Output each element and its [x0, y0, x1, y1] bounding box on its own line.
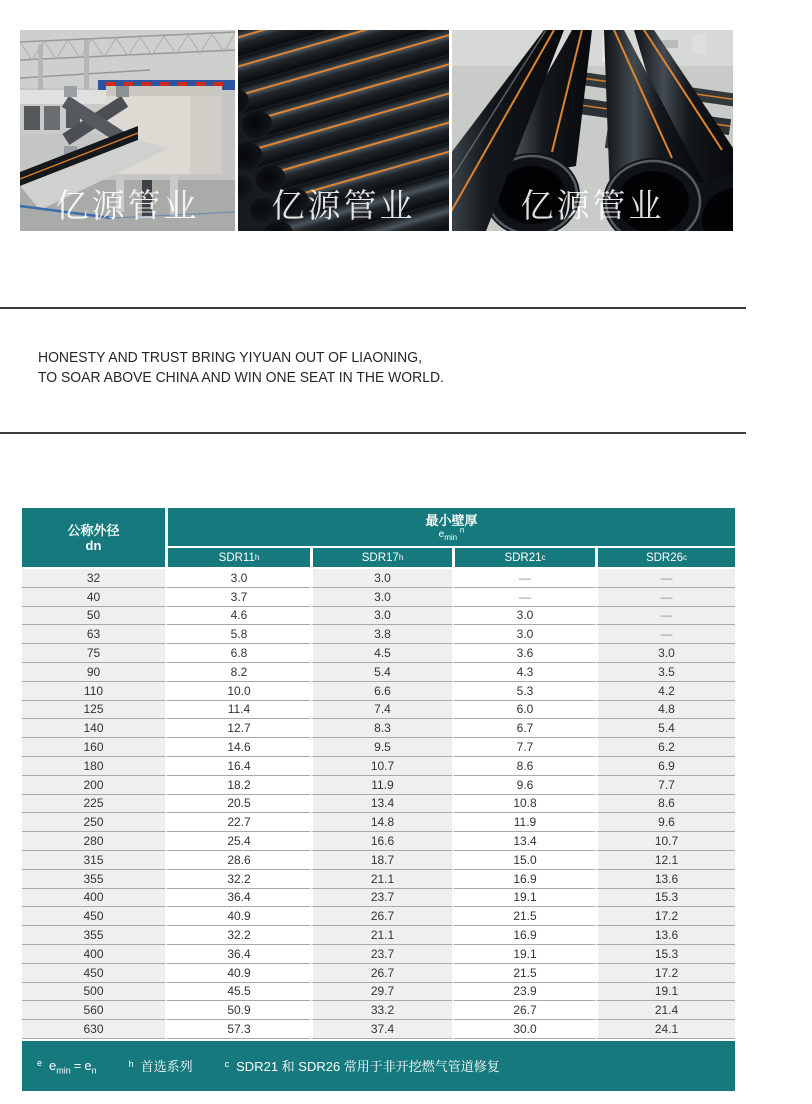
- table-row: [22, 964, 735, 983]
- wall-thickness-cell: 20.5: [165, 795, 310, 814]
- wall-thickness-cell: 16.6: [310, 832, 452, 851]
- wall-thickness-cell: 21.5: [452, 907, 595, 926]
- wall-thickness-cell: 26.7: [310, 907, 452, 926]
- wall-thickness-cell: 6.8: [165, 644, 310, 663]
- table-row: [22, 607, 735, 626]
- wall-thickness-cell: 36.4: [165, 889, 310, 908]
- wall-thickness-cell: 5.4: [595, 719, 735, 738]
- wall-thickness-cell: 6.6: [310, 682, 452, 701]
- stacked-pipes-illustration: [238, 30, 449, 231]
- wall-thickness-cell: 5.8: [165, 625, 310, 644]
- wall-thickness-cell: 9.6: [595, 813, 735, 832]
- wall-thickness-cell: 15.3: [595, 889, 735, 908]
- wall-thickness-cell: 11.9: [310, 776, 452, 795]
- pipes-yard-photo: [452, 30, 733, 231]
- table-row: [22, 569, 735, 588]
- wall-thickness-cell: 8.6: [452, 757, 595, 776]
- wall-thickness-cell: 16.9: [452, 926, 595, 945]
- wall-thickness-cell: 26.7: [310, 964, 452, 983]
- wall-thickness-cell: 8.6: [595, 795, 735, 814]
- dn-cell: 200: [22, 776, 165, 795]
- wall-thickness-cell: 4.6: [165, 607, 310, 626]
- table-row: [22, 983, 735, 1002]
- dn-cell: 63: [22, 625, 165, 644]
- wall-thickness-cell: 16.9: [452, 870, 595, 889]
- table-row: [22, 889, 735, 908]
- wall-thickness-cell: 15.0: [452, 851, 595, 870]
- wall-thickness-cell: 3.0: [310, 607, 452, 626]
- wall-thickness-cell: 28.6: [165, 851, 310, 870]
- table-row: [22, 907, 735, 926]
- table-footnotes: [22, 1041, 735, 1091]
- wall-thickness-cell: 21.5: [452, 964, 595, 983]
- dn-cell: 315: [22, 851, 165, 870]
- dn-cell: 400: [22, 889, 165, 908]
- wall-thickness-cell: 19.1: [452, 945, 595, 964]
- wall-thickness-cell: 4.5: [310, 644, 452, 663]
- dn-cell: 250: [22, 813, 165, 832]
- wall-thickness-table: [22, 508, 735, 1091]
- dn-header-symbol: dn: [85, 537, 102, 553]
- dn-cell: 75: [22, 644, 165, 663]
- wall-thickness-cell: 3.5: [595, 663, 735, 682]
- table-row: [22, 625, 735, 644]
- wall-thickness-cell: 3.0: [310, 569, 452, 588]
- wall-thickness-cell: 17.2: [595, 907, 735, 926]
- wall-thickness-cell: 14.6: [165, 738, 310, 757]
- wall-thickness-cell: 26.7: [452, 1001, 595, 1020]
- wall-thickness-cell: 12.1: [595, 851, 735, 870]
- wall-thickness-cell: 3.0: [452, 625, 595, 644]
- wall-thickness-cell: 11.4: [165, 701, 310, 720]
- wall-thickness-cell: 22.7: [165, 813, 310, 832]
- watermark-text: 亿源管业: [271, 189, 416, 225]
- slogan-line-1: HONESTY AND TRUST BRING YIYUAN OUT OF LIAONING,: [38, 349, 422, 366]
- dn-cell: 32: [22, 569, 165, 588]
- dn-cell: 450: [22, 907, 165, 926]
- table-row: [22, 776, 735, 795]
- wall-thickness-cell: 50.9: [165, 1001, 310, 1020]
- wall-thickness-cell: 3.7: [165, 588, 310, 607]
- table-row: [22, 738, 735, 757]
- wall-thickness-cell: 25.4: [165, 832, 310, 851]
- dn-cell: 280: [22, 832, 165, 851]
- wall-thickness-cell: 9.6: [452, 776, 595, 795]
- wall-thickness-cell: 9.5: [310, 738, 452, 757]
- wall-thickness-cell: 21.4: [595, 1001, 735, 1020]
- factory-workshop-photo: [20, 30, 235, 231]
- wall-thickness-cell: 18.2: [165, 776, 310, 795]
- wall-thickness-cell: 32.2: [165, 926, 310, 945]
- wall-thickness-cell: 32.2: [165, 870, 310, 889]
- footnote-preferred-series: h 首选系列: [128, 1059, 193, 1075]
- wall-thickness-cell: 36.4: [165, 945, 310, 964]
- wall-thickness-cell: 10.8: [452, 795, 595, 814]
- wall-thickness-cell: 13.6: [595, 926, 735, 945]
- wall-thickness-cell: 30.0: [452, 1020, 595, 1039]
- table-row: [22, 945, 735, 964]
- table-row: [22, 644, 735, 663]
- table-body: [22, 569, 735, 1039]
- wall-thickness-cell: 3.8: [310, 625, 452, 644]
- wall-thickness-cell: 40.9: [165, 907, 310, 926]
- wall-thickness-cell: 21.1: [310, 870, 452, 889]
- wall-thickness-cell: 40.9: [165, 964, 310, 983]
- dn-cell: 90: [22, 663, 165, 682]
- photo-strip: [20, 30, 733, 231]
- table-row: [22, 870, 735, 889]
- table-header: [22, 508, 735, 567]
- wall-thickness-cell: 5.4: [310, 663, 452, 682]
- table-row: [22, 795, 735, 814]
- table-row: [22, 813, 735, 832]
- slogan-line-2: TO SOAR ABOVE CHINA AND WIN ONE SEAT IN THE WORLD.: [38, 368, 444, 386]
- wall-thickness-cell: 7.4: [310, 701, 452, 720]
- wall-thickness-cell: 3.0: [452, 607, 595, 626]
- wall-thickness-cell: 3.0: [165, 569, 310, 588]
- wall-thickness-cell: 23.7: [310, 889, 452, 908]
- dn-cell: 400: [22, 945, 165, 964]
- footnote-emin: e $e_{min} = e_n$: [37, 1058, 97, 1077]
- factory-illustration: [20, 30, 235, 231]
- wall-thickness-cell: 13.4: [310, 795, 452, 814]
- footnote-sdr-usage: c SDR21 和 SDR26 常用于非开挖燃气管道修复: [224, 1059, 500, 1075]
- wall-thickness-cell: 10.0: [165, 682, 310, 701]
- wall-thickness-cell: 3.0: [595, 644, 735, 663]
- wall-thickness-cell: 4.8: [595, 701, 735, 720]
- wall-thickness-cell: 29.7: [310, 983, 452, 1002]
- col-header-min-wall: [165, 508, 735, 546]
- wall-thickness-cell: 37.4: [310, 1020, 452, 1039]
- min-wall-symbol: $e_{min}$ $^n$: [438, 525, 465, 542]
- dn-cell: 355: [22, 870, 165, 889]
- table-row: [22, 1001, 735, 1020]
- dn-header-cn: 公称外径: [67, 522, 120, 538]
- wall-thickness-cell: 16.4: [165, 757, 310, 776]
- divider-line-bottom: [0, 432, 746, 434]
- wall-thickness-cell: —: [595, 588, 735, 607]
- dn-cell: 355: [22, 926, 165, 945]
- stacked-pipes-photo: [238, 30, 449, 231]
- dn-cell: 630: [22, 1020, 165, 1039]
- col-header-sdr26: SDR26 c: [595, 548, 735, 567]
- wall-thickness-cell: 24.1: [595, 1020, 735, 1039]
- wall-thickness-cell: —: [452, 569, 595, 588]
- wall-thickness-cell: 33.2: [310, 1001, 452, 1020]
- wall-thickness-cell: 10.7: [310, 757, 452, 776]
- wall-thickness-cell: —: [452, 588, 595, 607]
- table-row: [22, 663, 735, 682]
- dn-cell: 50: [22, 607, 165, 626]
- table-row: [22, 1020, 735, 1039]
- dn-cell: 160: [22, 738, 165, 757]
- dn-cell: 450: [22, 964, 165, 983]
- dn-cell: 560: [22, 1001, 165, 1020]
- wall-thickness-cell: 8.2: [165, 663, 310, 682]
- wall-thickness-cell: 6.7: [452, 719, 595, 738]
- wall-thickness-cell: 57.3: [165, 1020, 310, 1039]
- table-row: [22, 719, 735, 738]
- table-row: [22, 757, 735, 776]
- wall-thickness-cell: 4.2: [595, 682, 735, 701]
- table-row: [22, 682, 735, 701]
- watermark-text: 亿源管业: [55, 189, 200, 225]
- dn-cell: 140: [22, 719, 165, 738]
- wall-thickness-cell: 19.1: [452, 889, 595, 908]
- wall-thickness-cell: 10.7: [595, 832, 735, 851]
- dn-cell: 125: [22, 701, 165, 720]
- wall-thickness-cell: 8.3: [310, 719, 452, 738]
- wall-thickness-cell: 23.9: [452, 983, 595, 1002]
- wall-thickness-cell: 4.3: [452, 663, 595, 682]
- wall-thickness-cell: —: [595, 607, 735, 626]
- wall-thickness-cell: 6.0: [452, 701, 595, 720]
- wall-thickness-cell: 5.3: [452, 682, 595, 701]
- wall-thickness-cell: 7.7: [452, 738, 595, 757]
- col-header-dn: [22, 508, 165, 567]
- watermark-text: 亿源管业: [520, 189, 665, 225]
- wall-thickness-cell: 18.7: [310, 851, 452, 870]
- wall-thickness-cell: 13.6: [595, 870, 735, 889]
- wall-thickness-cell: 19.1: [595, 983, 735, 1002]
- dn-cell: 225: [22, 795, 165, 814]
- min-wall-title: 最小壁厚: [425, 512, 478, 528]
- dn-cell: 40: [22, 588, 165, 607]
- wall-thickness-cell: 23.7: [310, 945, 452, 964]
- divider-line-top: [0, 307, 746, 309]
- wall-thickness-cell: 12.7: [165, 719, 310, 738]
- wall-thickness-cell: 7.7: [595, 776, 735, 795]
- company-slogan: [38, 348, 444, 387]
- table-row: [22, 701, 735, 720]
- wall-thickness-cell: 11.9: [452, 813, 595, 832]
- wall-thickness-cell: 6.9: [595, 757, 735, 776]
- wall-thickness-cell: —: [595, 625, 735, 644]
- wall-thickness-cell: 6.2: [595, 738, 735, 757]
- wall-thickness-cell: 14.8: [310, 813, 452, 832]
- wall-thickness-cell: 13.4: [452, 832, 595, 851]
- wall-thickness-cell: 17.2: [595, 964, 735, 983]
- wall-thickness-cell: —: [595, 569, 735, 588]
- wall-thickness-cell: 3.0: [310, 588, 452, 607]
- wall-thickness-cell: 45.5: [165, 983, 310, 1002]
- pipes-yard-illustration: [452, 30, 733, 231]
- dn-cell: 110: [22, 682, 165, 701]
- dn-cell: 500: [22, 983, 165, 1002]
- col-header-sdr11: SDR11 h: [165, 548, 310, 567]
- col-header-sdr17: SDR17 h: [310, 548, 452, 567]
- wall-thickness-cell: 21.1: [310, 926, 452, 945]
- table-row: [22, 832, 735, 851]
- table-row: [22, 926, 735, 945]
- dn-cell: 180: [22, 757, 165, 776]
- wall-thickness-cell: 15.3: [595, 945, 735, 964]
- table-row: [22, 851, 735, 870]
- col-header-sdr21: SDR21 c: [452, 548, 595, 567]
- wall-thickness-cell: 3.6: [452, 644, 595, 663]
- table-row: [22, 588, 735, 607]
